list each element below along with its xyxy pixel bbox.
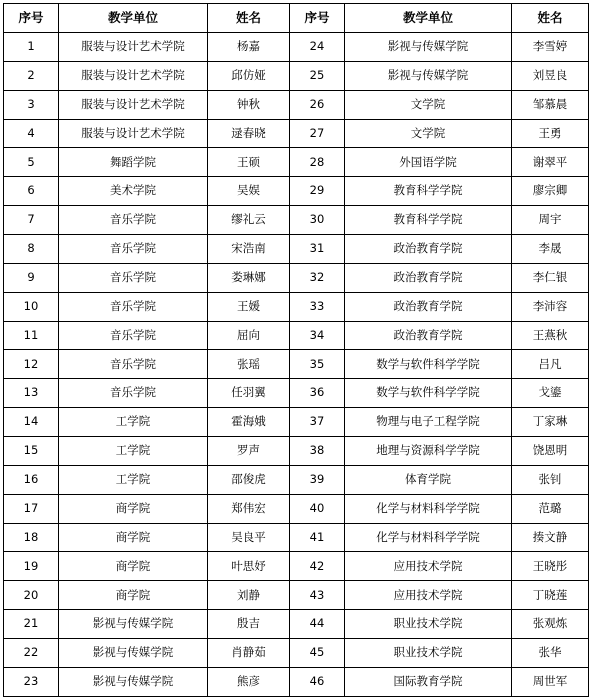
table-row (4, 321, 589, 350)
cell-unit: 音乐学院 (59, 321, 208, 350)
cell-name: 刘静 (208, 581, 290, 610)
header-no-left: 序号 (4, 4, 59, 33)
cell-name: 邹慕晨 (512, 90, 589, 119)
table-row (4, 177, 589, 206)
cell-unit: 影视与传媒学院 (345, 33, 512, 62)
cell-no: 31 (290, 235, 345, 264)
header-name-left: 姓名 (208, 4, 290, 33)
table-row (4, 33, 589, 62)
cell-unit: 职业技术学院 (345, 639, 512, 668)
cell-no: 28 (290, 148, 345, 177)
cell-unit: 影视与传媒学院 (59, 639, 208, 668)
cell-unit: 应用技术学院 (345, 552, 512, 581)
cell-no: 13 (4, 379, 59, 408)
cell-no: 35 (290, 350, 345, 379)
cell-no: 9 (4, 263, 59, 292)
table-row (4, 610, 589, 639)
cell-unit: 教育科学学院 (345, 206, 512, 235)
cell-no: 39 (290, 465, 345, 494)
cell-unit: 音乐学院 (59, 206, 208, 235)
cell-name: 丁家琳 (512, 408, 589, 437)
cell-name: 邱仿娅 (208, 61, 290, 90)
table-row (4, 263, 589, 292)
table-row (4, 494, 589, 523)
cell-no: 8 (4, 235, 59, 264)
cell-name: 王勇 (512, 119, 589, 148)
cell-no: 24 (290, 33, 345, 62)
cell-no: 27 (290, 119, 345, 148)
cell-unit: 国际教育学院 (345, 667, 512, 696)
cell-no: 44 (290, 610, 345, 639)
cell-unit: 政治教育学院 (345, 263, 512, 292)
cell-name: 钟秋 (208, 90, 290, 119)
cell-unit: 政治教育学院 (345, 321, 512, 350)
header-no-right: 序号 (290, 4, 345, 33)
table-row (4, 523, 589, 552)
cell-unit: 文学院 (345, 119, 512, 148)
cell-unit: 服装与设计艺术学院 (59, 61, 208, 90)
cell-name: 王硕 (208, 148, 290, 177)
cell-unit: 商学院 (59, 523, 208, 552)
cell-no: 41 (290, 523, 345, 552)
cell-unit: 数学与软件科学学院 (345, 379, 512, 408)
cell-unit: 教育科学学院 (345, 177, 512, 206)
cell-no: 1 (4, 33, 59, 62)
cell-no: 11 (4, 321, 59, 350)
cell-unit: 工学院 (59, 437, 208, 466)
table-row (4, 148, 589, 177)
table-row (4, 292, 589, 321)
cell-unit: 应用技术学院 (345, 581, 512, 610)
cell-no: 29 (290, 177, 345, 206)
cell-name: 饶恩明 (512, 437, 589, 466)
cell-no: 23 (4, 667, 59, 696)
cell-no: 4 (4, 119, 59, 148)
cell-name: 李仁银 (512, 263, 589, 292)
table-row (4, 206, 589, 235)
roster-table (3, 3, 589, 697)
cell-no: 42 (290, 552, 345, 581)
cell-name: 殷吉 (208, 610, 290, 639)
cell-no: 15 (4, 437, 59, 466)
header-name-right: 姓名 (512, 4, 589, 33)
cell-name: 杨嘉 (208, 33, 290, 62)
header-unit-right: 教学单位 (345, 4, 512, 33)
cell-name: 张瑶 (208, 350, 290, 379)
cell-no: 34 (290, 321, 345, 350)
cell-name: 吴娱 (208, 177, 290, 206)
cell-no: 2 (4, 61, 59, 90)
cell-no: 30 (290, 206, 345, 235)
cell-name: 吕凡 (512, 350, 589, 379)
cell-unit: 服装与设计艺术学院 (59, 119, 208, 148)
cell-name: 范璐 (512, 494, 589, 523)
cell-unit: 职业技术学院 (345, 610, 512, 639)
cell-no: 10 (4, 292, 59, 321)
cell-unit: 商学院 (59, 552, 208, 581)
cell-name: 李沛容 (512, 292, 589, 321)
cell-no: 19 (4, 552, 59, 581)
cell-unit: 化学与材料科学学院 (345, 494, 512, 523)
cell-no: 16 (4, 465, 59, 494)
cell-unit: 外国语学院 (345, 148, 512, 177)
cell-no: 12 (4, 350, 59, 379)
cell-no: 25 (290, 61, 345, 90)
cell-no: 43 (290, 581, 345, 610)
cell-no: 5 (4, 148, 59, 177)
cell-no: 26 (290, 90, 345, 119)
cell-unit: 政治教育学院 (345, 292, 512, 321)
cell-unit: 舞蹈学院 (59, 148, 208, 177)
cell-no: 38 (290, 437, 345, 466)
cell-no: 3 (4, 90, 59, 119)
cell-name: 任羽翼 (208, 379, 290, 408)
table-row (4, 61, 589, 90)
cell-name: 刘昱良 (512, 61, 589, 90)
cell-name: 邵俊虎 (208, 465, 290, 494)
cell-name: 周宇 (512, 206, 589, 235)
cell-no: 32 (290, 263, 345, 292)
cell-no: 40 (290, 494, 345, 523)
cell-unit: 物理与电子工程学院 (345, 408, 512, 437)
table-row (4, 667, 589, 696)
cell-unit: 影视与传媒学院 (345, 61, 512, 90)
table-header-row (4, 4, 589, 33)
cell-no: 46 (290, 667, 345, 696)
cell-no: 17 (4, 494, 59, 523)
cell-unit: 地理与资源科学学院 (345, 437, 512, 466)
cell-name: 王燕秋 (512, 321, 589, 350)
cell-unit: 服装与设计艺术学院 (59, 90, 208, 119)
table-row (4, 465, 589, 494)
cell-name: 丁晓莲 (512, 581, 589, 610)
cell-unit: 工学院 (59, 465, 208, 494)
cell-no: 22 (4, 639, 59, 668)
cell-no: 45 (290, 639, 345, 668)
cell-unit: 文学院 (345, 90, 512, 119)
cell-name: 周世军 (512, 667, 589, 696)
cell-no: 18 (4, 523, 59, 552)
cell-unit: 音乐学院 (59, 263, 208, 292)
cell-name: 逯春晓 (208, 119, 290, 148)
table-body (4, 33, 589, 697)
cell-no: 6 (4, 177, 59, 206)
cell-name: 李晟 (512, 235, 589, 264)
table-row (4, 350, 589, 379)
cell-unit: 影视与传媒学院 (59, 610, 208, 639)
cell-name: 熊彦 (208, 667, 290, 696)
cell-unit: 美术学院 (59, 177, 208, 206)
table-row (4, 379, 589, 408)
table-row (4, 90, 589, 119)
cell-name: 谢翠平 (512, 148, 589, 177)
cell-unit: 影视与传媒学院 (59, 667, 208, 696)
cell-no: 36 (290, 379, 345, 408)
cell-unit: 音乐学院 (59, 292, 208, 321)
cell-name: 张华 (512, 639, 589, 668)
table-row (4, 119, 589, 148)
cell-name: 吴良平 (208, 523, 290, 552)
table-row (4, 639, 589, 668)
cell-name: 张观炼 (512, 610, 589, 639)
cell-unit: 商学院 (59, 494, 208, 523)
cell-name: 肖静茹 (208, 639, 290, 668)
cell-no: 7 (4, 206, 59, 235)
cell-name: 宋浩南 (208, 235, 290, 264)
cell-unit: 数学与软件科学学院 (345, 350, 512, 379)
cell-name: 娄琳娜 (208, 263, 290, 292)
cell-name: 罗声 (208, 437, 290, 466)
cell-no: 33 (290, 292, 345, 321)
cell-name: 廖宗卿 (512, 177, 589, 206)
cell-no: 14 (4, 408, 59, 437)
cell-name: 张钊 (512, 465, 589, 494)
cell-no: 21 (4, 610, 59, 639)
cell-unit: 工学院 (59, 408, 208, 437)
cell-name: 缪礼云 (208, 206, 290, 235)
header-unit-left: 教学单位 (59, 4, 208, 33)
table-row (4, 235, 589, 264)
cell-unit: 商学院 (59, 581, 208, 610)
table-row (4, 552, 589, 581)
cell-name: 王媛 (208, 292, 290, 321)
cell-name: 揍文静 (512, 523, 589, 552)
cell-no: 37 (290, 408, 345, 437)
cell-name: 郑伟宏 (208, 494, 290, 523)
cell-unit: 化学与材料科学学院 (345, 523, 512, 552)
cell-unit: 音乐学院 (59, 350, 208, 379)
table-row (4, 581, 589, 610)
table-row (4, 408, 589, 437)
cell-name: 屈向 (208, 321, 290, 350)
cell-unit: 政治教育学院 (345, 235, 512, 264)
cell-name: 李雪婷 (512, 33, 589, 62)
cell-unit: 服装与设计艺术学院 (59, 33, 208, 62)
cell-name: 戈鎏 (512, 379, 589, 408)
cell-name: 叶思妤 (208, 552, 290, 581)
cell-name: 霍海娥 (208, 408, 290, 437)
cell-unit: 音乐学院 (59, 235, 208, 264)
table-row (4, 437, 589, 466)
cell-unit: 体育学院 (345, 465, 512, 494)
cell-no: 20 (4, 581, 59, 610)
cell-unit: 音乐学院 (59, 379, 208, 408)
cell-name: 王晓彤 (512, 552, 589, 581)
